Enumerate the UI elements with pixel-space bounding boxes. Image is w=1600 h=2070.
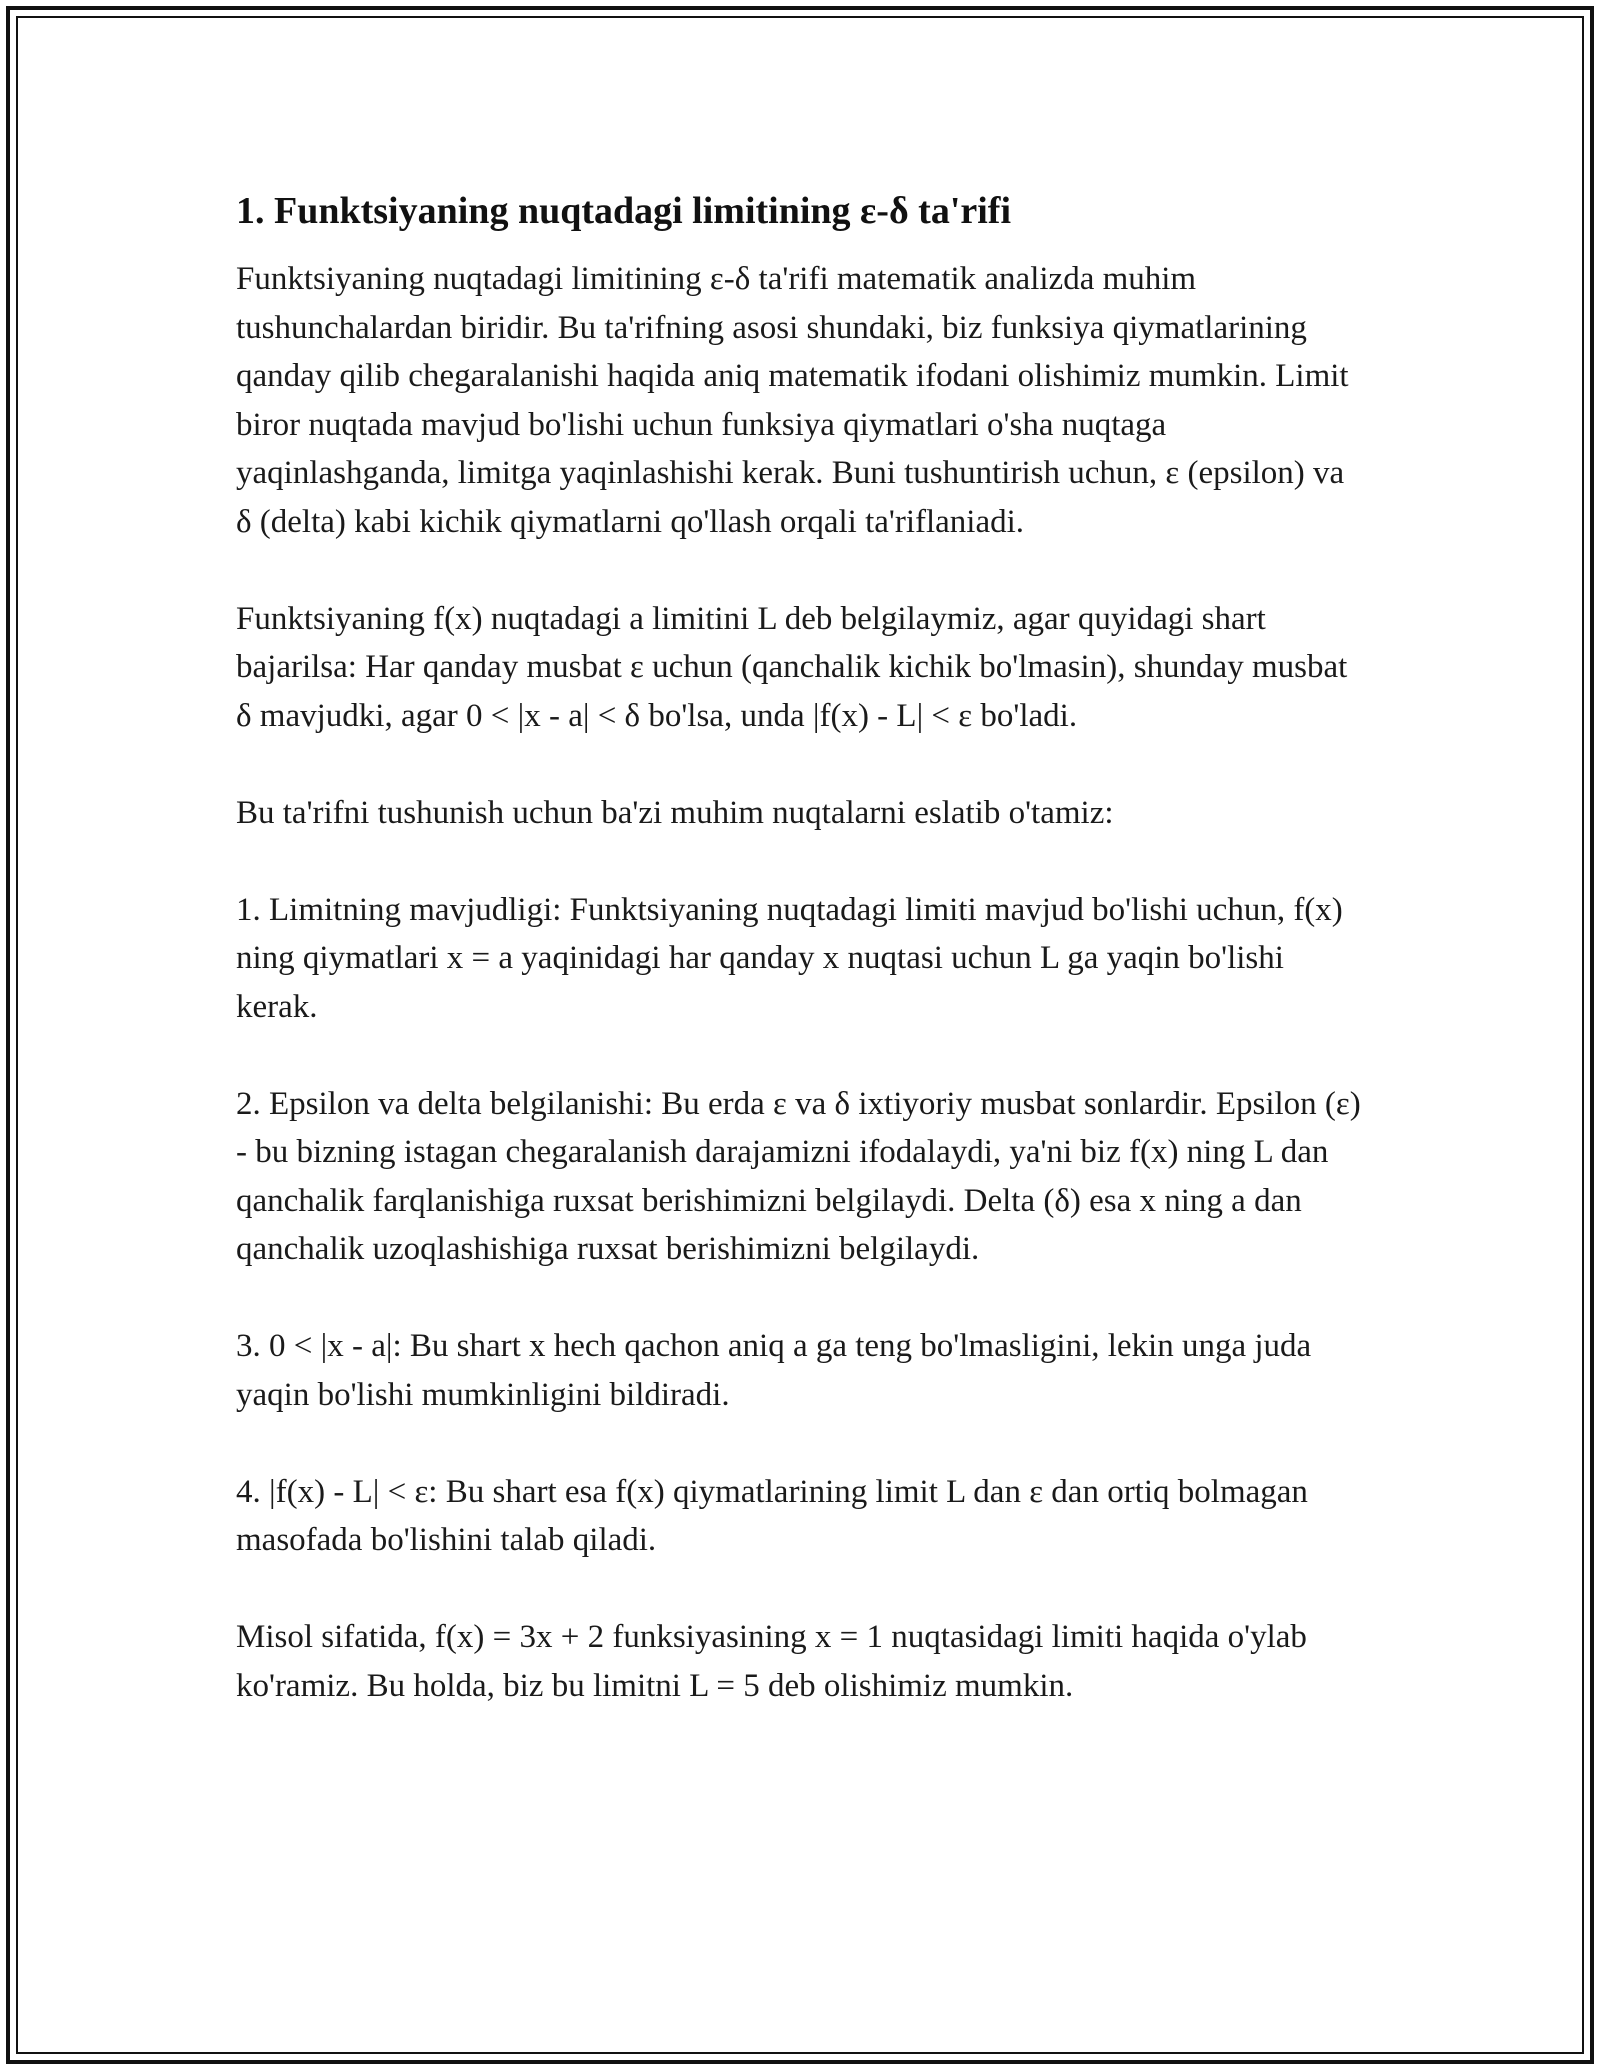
paragraph-key-points-intro: Bu ta'rifni tushunish uchun ba'zi muhim nuqtalarni eslatib o'tamiz: xyxy=(236,794,1114,831)
list-item-epsilon-delta: 2. Epsilon va delta belgilanishi: Bu erda ε va δ ixtiyoriy musbat sonlardir. Epsilon (ε) - bu bizning istagan chegaralanish darajamizni ifodalaydi, ya'ni biz f(x) ning L dan qanchalik farqlanishiga ruxsat berishimizni belgilaydi. Delta (δ) esa x ning a dan qanchalik uzoqlashishiga ruxsat berishimizni belgilaydi. xyxy=(236,1085,1361,1267)
paragraph-intro: Funktsiyaning nuqtadagi limitining ε-δ ta'rifi matematik analizda muhim tushunchalardan biridir. Bu ta'rifning asosi shundaki, biz funksiya qiymatlarining qanday qilib chegaralanishi haqida aniq matematik ifodani olishimiz mumkin. Limit biror nuqtada mavjud bo'lishi uchun funksiya qiymatlari o'sha nuqtaga yaqinlashganda, limitga yaqinlashishi kerak. Buni tushuntirish uchun, ε (epsilon) va δ (delta) kabi kichik qiymatlarni qo'llash orqali ta'riflaniadi. xyxy=(236,261,1349,540)
paragraph-example: Misol sifatida, f(x) = 3x + 2 funksiyasining x = 1 nuqtasidagi limiti haqida o'ylab ko'ramiz. Bu holda, biz bu limitni L = 5 deb olishimiz mumkin. xyxy=(236,1619,1307,1704)
list-item-f-condition: 4. |f(x) - L| < ε: Bu shart esa f(x) qiymatlarining limit L dan ε dan ortiq bolmagan masofada bo'lishini talab qiladi. xyxy=(236,1473,1308,1558)
page-title: 1. Funktsiyaning nuqtadagi limitining ε-δ ta'rifi xyxy=(236,190,1012,232)
paragraph-definition: Funktsiyaning f(x) nuqtadagi a limitini L deb belgilaymiz, agar quyidagi shart bajarilsa: Har qanday musbat ε uchun (qanchalik kichik bo'lmasin), shunday musbat δ mavjudki, agar 0 < |x - a| < δ bo'lsa, unda |f(x) - L| < ε bo'ladi. xyxy=(236,600,1348,734)
list-item-x-condition: 3. 0 < |x - a|: Bu shart x hech qachon aniq a ga teng bo'lmasligini, lekin unga juda yaqin bo'lishi mumkinligini bildiradi. xyxy=(236,1328,1312,1413)
document-body xyxy=(236,185,1366,1759)
list-item-limit-existence: 1. Limitning mavjudligi: Funktsiyaning nuqtadagi limiti mavjud bo'lishi uchun, f(x) ning qiymatlari x = a yaqinidagi har qanday x nuqtasi uchun L ga yaqin bo'lishi kerak. xyxy=(236,891,1343,1025)
